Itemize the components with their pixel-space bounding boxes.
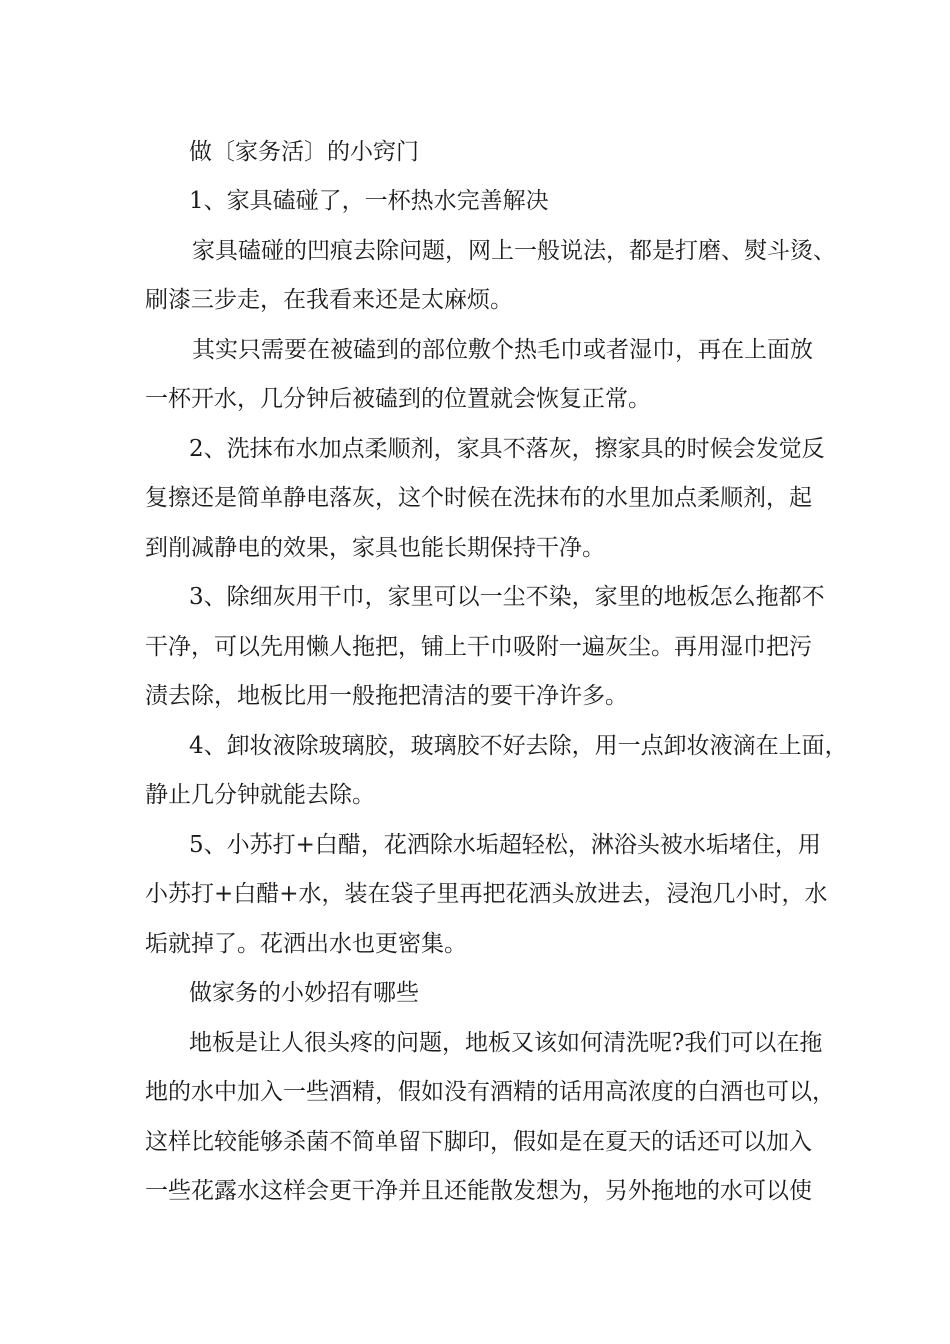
text-line: 家具磕碰的凹痕去除问题，网上一般说法，都是打磨、熨斗烫、	[192, 238, 836, 264]
text-line: 其实只需要在被磕到的部位敷个热毛巾或者湿巾，再在上面放	[192, 337, 813, 363]
text-line: 2、洗抹布水加点柔顺剂，家具不落灰，擦家具的时候会发觉反	[189, 436, 825, 462]
text-line-title-1: 做〔家务活〕的小窍门	[189, 139, 419, 165]
text-line: 4、卸妆液除玻璃胶，玻璃胶不好去除，用一点卸妆液滴在上面，	[189, 733, 848, 759]
text-line: 一杯开水，几分钟后被磕到的位置就会恢复正常。	[145, 386, 651, 412]
text-line: 静止几分钟就能去除。	[145, 782, 375, 808]
text-line: 复擦还是简单静电落灰，这个时候在洗抹布的水里加点柔顺剂，起	[145, 485, 812, 511]
text-line-title-2: 做家务的小妙招有哪些	[189, 980, 419, 1006]
text-line: 地的水中加入一些酒精，假如没有酒精的话用高浓度的白酒也可以，	[145, 1079, 835, 1105]
text-line: 干净，可以先用懒人拖把，铺上干巾吸附一遍灰尘。再用湿巾把污	[145, 634, 812, 660]
text-line: 一些花露水这样会更干净并且还能散发想为，另外拖地的水可以使	[145, 1178, 812, 1204]
text-line: 刷漆三步走，在我看来还是太麻烦。	[145, 287, 513, 313]
text-line: 垢就掉了。花洒出水也更密集。	[145, 931, 467, 957]
text-line: 1、家具磕碰了，一杯热水完善解决	[189, 188, 549, 214]
text-line: 5、小苏打+白醋，花洒除水垢超轻松，淋浴头被水垢堵住，用	[189, 832, 821, 858]
text-line: 3、除细灰用干巾，家里可以一尘不染，家里的地板怎么拖都不	[189, 584, 825, 610]
text-line: 到削减静电的效果，家具也能长期保持干净。	[145, 535, 605, 561]
text-line: 小苏打+白醋+水，装在袋子里再把花洒头放进去，浸泡几小时，水	[145, 881, 828, 907]
text-line: 地板是让人很头疼的问题，地板又该如何清洗呢?我们可以在拖	[189, 1030, 823, 1056]
text-line: 渍去除，地板比用一般拖把清洁的要干净许多。	[145, 683, 628, 709]
text-line: 这样比较能够杀菌不简单留下脚印，假如是在夏天的话还可以加入	[145, 1129, 812, 1155]
